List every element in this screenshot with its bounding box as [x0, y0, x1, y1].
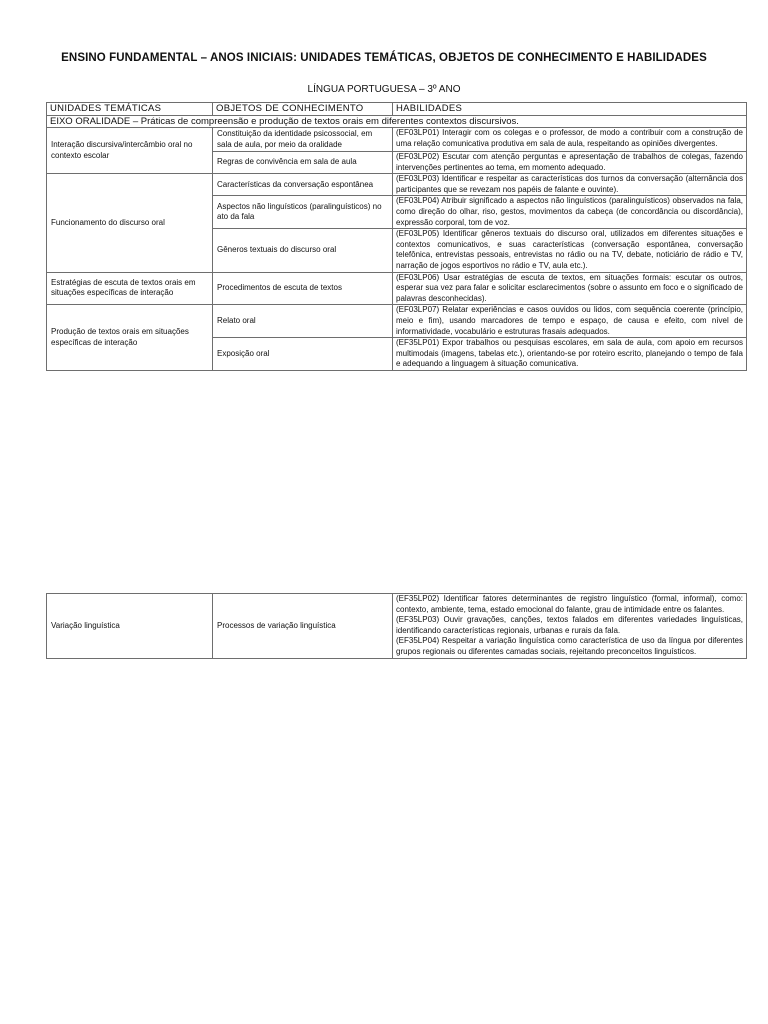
object-cell: Constituição da identidade psicossocial, em sala de aula, por meio da oralidade	[213, 128, 393, 152]
skill-cell: (EF03LP01) Interagir com os colegas e o professor, de modo a contribuir com a construção de uma relação comunicativa produtiva em sala de aula, respeitando as opiniões divergentes.	[393, 128, 747, 152]
unit-cell: Estratégias de escuta de textos orais em situações específicas de interação	[47, 272, 213, 305]
skill-cell	[393, 594, 747, 659]
eixo-label: EIXO ORALIDADE – Práticas de compreensão e produção de textos orais em diferentes contextos discursivos.	[47, 116, 747, 128]
eixo-row	[47, 116, 747, 128]
table-row	[47, 128, 747, 152]
skill-cell: (EF03LP07) Relatar experiências e casos ouvidos ou lidos, com sequência coerente (princípio, meio e fim), usando marcadores de tempo e espaço, de causa e efeito, com nível de informatividade, vocabulário e estruturas frasais adequados.	[393, 305, 747, 338]
skills-table	[46, 102, 747, 371]
page-subtitle: LÍNGUA PORTUGUESA – 3º ANO	[307, 84, 461, 95]
header-unidades: UNIDADES TEMÁTICAS	[47, 103, 213, 116]
unit-cell: Funcionamento do discurso oral	[47, 174, 213, 272]
skill-cell: (EF03LP06) Usar estratégias de escuta de textos, em situações formais: escutar os outros, esperar sua vez para falar e solicitar esclarecimentos (sobre o assunto em foco e o significado de palavras desconhecidas).	[393, 272, 747, 305]
object-cell: Procedimentos de escuta de textos	[213, 272, 393, 305]
object-cell: Processos de variação linguística	[213, 594, 393, 659]
skill-cell: (EF03LP02) Escutar com atenção perguntas e apresentação de trabalhos de colegas, fazendo intervenções pertinentes ao tema, em momento adequado.	[393, 152, 747, 174]
skill-cell: (EF03LP05) Identificar gêneros textuais do discurso oral, utilizados em diferentes situações e contextos comunicativos, e suas características (conversação espontânea, conversação telefônica, entrevistas pessoais, entrevistas no rádio ou na TV, debate, noticiário de rádio e TV, narração de jogos esportivos no rádio e TV, aula etc.).	[393, 229, 747, 272]
object-cell: Exposição oral	[213, 338, 393, 371]
page-title: ENSINO FUNDAMENTAL – ANOS INICIAIS: UNIDADES TEMÁTICAS, OBJETOS DE CONHECIMENTO E HABILIDADES	[61, 52, 707, 64]
skills-table-continued	[46, 593, 747, 659]
skill-text: (EF35LP03) Ouvir gravações, canções, textos falados em diferentes variedades linguísticas, identificando características regionais, urbanas e rurais da fala.	[396, 615, 743, 635]
skill-text: (EF35LP02) Identificar fatores determinantes de registro linguístico (formal, informal), como: contexto, ambiente, tema, estado emocional do falante, grau de intimidade entre os falantes.	[396, 594, 743, 614]
object-cell: Regras de convivência em sala de aula	[213, 152, 393, 174]
object-cell: Características da conversação espontânea	[213, 174, 393, 196]
table-row	[47, 272, 747, 305]
object-cell: Gêneros textuais do discurso oral	[213, 229, 393, 272]
skill-cell: (EF03LP03) Identificar e respeitar as características dos turnos da conversação (alternância dos participantes que se revezam nos papéis de falante e ouvinte).	[393, 174, 747, 196]
header-objetos: OBJETOS DE CONHECIMENTO	[213, 103, 393, 116]
table-row	[47, 305, 747, 338]
unit-cell: Produção de textos orais em situações específicas de interação	[47, 305, 213, 371]
unit-cell: Interação discursiva/intercâmbio oral no contexto escolar	[47, 128, 213, 174]
object-cell: Aspectos não linguísticos (paralinguísticos) no ato da fala	[213, 196, 393, 229]
skill-text: (EF35LP04) Respeitar a variação linguística como característica de uso da língua por diferentes grupos regionais ou diferentes camadas sociais, rejeitando preconceitos linguísticos.	[396, 636, 743, 656]
skill-cell: (EF03LP04) Atribuir significado a aspectos não linguísticos (paralinguísticos) observados na fala, como direção do olhar, riso, gestos, movimentos da cabeça (de concordância ou discordância), expressão corporal, tom de voz.	[393, 196, 747, 229]
header-habilidades: HABILIDADES	[393, 103, 747, 116]
table-header-row	[47, 103, 747, 116]
table-row	[47, 594, 747, 659]
object-cell: Relato oral	[213, 305, 393, 338]
skill-cell: (EF35LP01) Expor trabalhos ou pesquisas escolares, em sala de aula, com apoio em recursos multimodais (imagens, tabelas etc.), orientando-se por roteiro escrito, planejando o tempo de fala e adequando a linguagem à situação comunicativa.	[393, 338, 747, 371]
unit-cell: Variação linguística	[47, 594, 213, 659]
table-row	[47, 174, 747, 196]
